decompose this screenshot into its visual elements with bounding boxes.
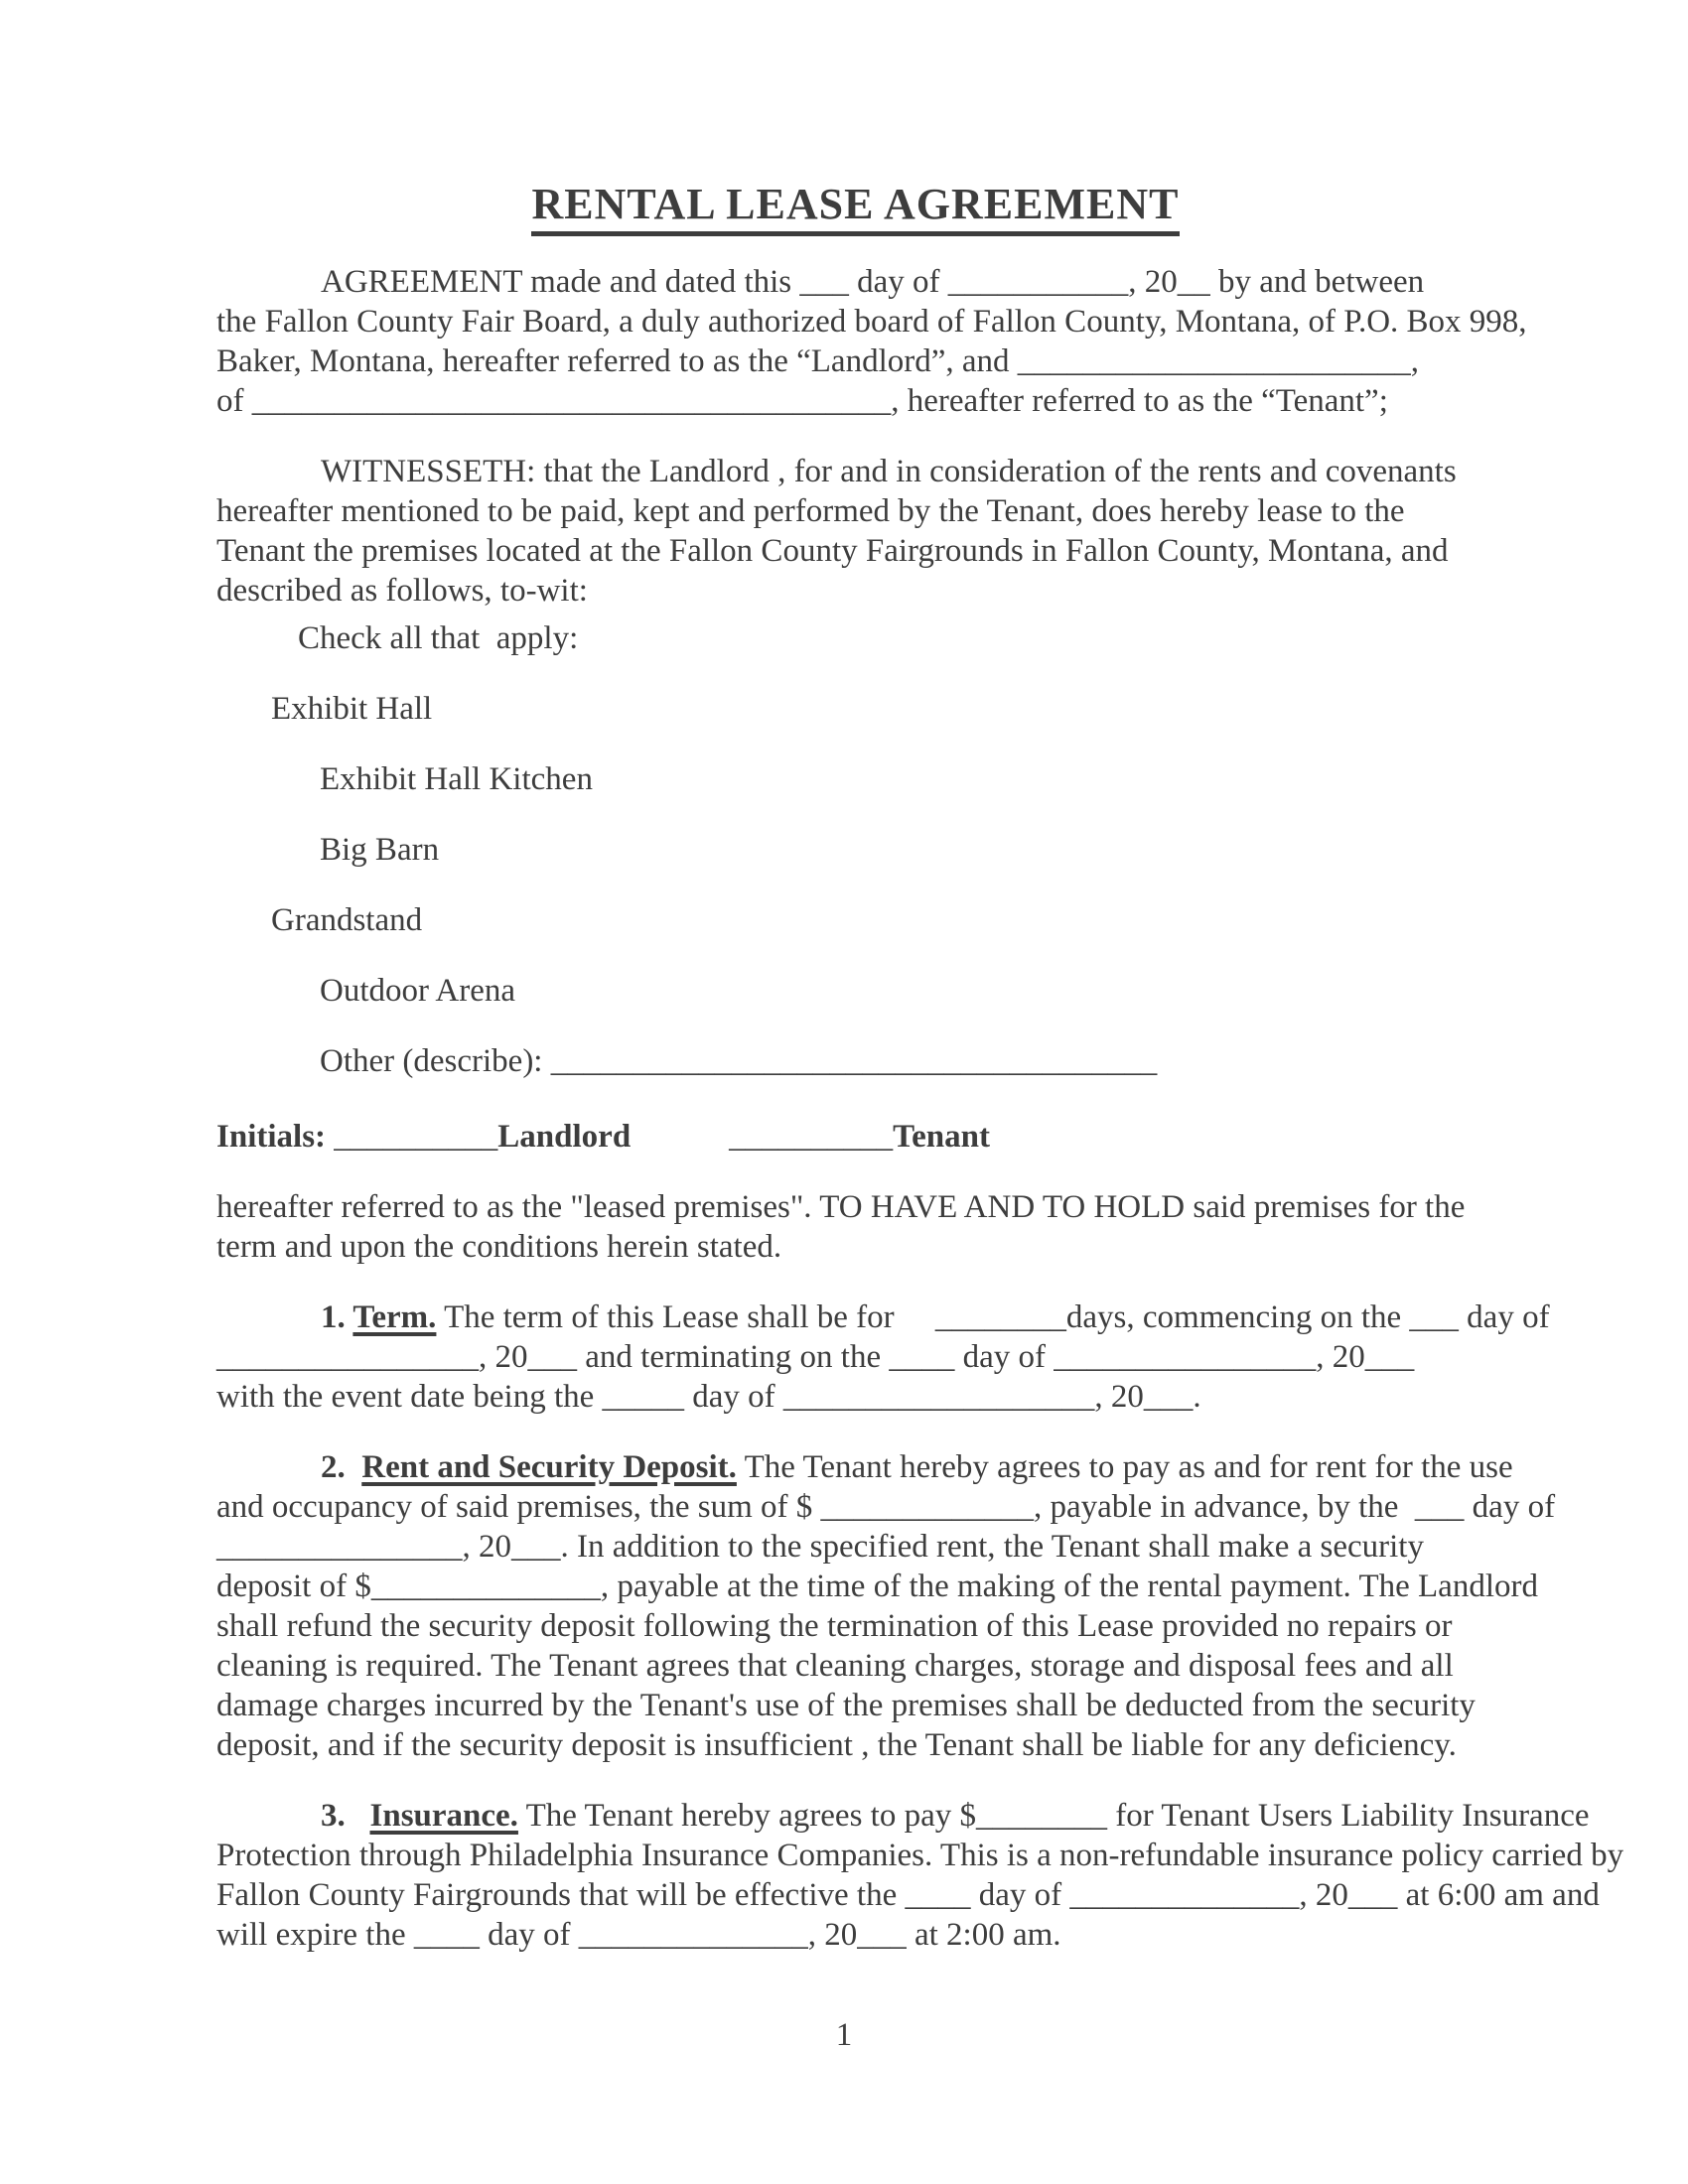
section-insurance-line-2: Protection through Philadelphia Insurance Companies. This is a non-refundable insurance policy carried by [216, 1838, 1624, 1873]
section-insurance-heading: Insurance. [369, 1798, 518, 1834]
section-rent-line-7: damage charges incurred by the Tenant's use of the premises shall be deducted from the security [216, 1688, 1476, 1723]
section-insurance-line-3: Fallon County Fairgrounds that will be effective the ____ day of ______________, 20___ at 6:00 am and [216, 1877, 1600, 1913]
initials-landlord-blank: __________ [326, 1119, 498, 1155]
intro-line-4: of _______________________________________, hereafter referred to as the “Tenant”; [216, 383, 1388, 419]
premises-checklist [216, 618, 1494, 1081]
section-term-line-3: with the event date being the _____ day of ___________________, 20___. [216, 1379, 1201, 1415]
checklist-item-other-blank: _____________________________________ [550, 1043, 1158, 1079]
section-rent-line-5: shall refund the security deposit following the termination of this Lease provided no repairs or [216, 1608, 1453, 1644]
document-title [216, 179, 1494, 230]
section-rent-line-8: deposit, and if the security deposit is insufficient , the Tenant shall be liable for any deficiency. [216, 1727, 1457, 1763]
document-title-text: RENTAL LEASE AGREEMENT [531, 180, 1179, 236]
initials-label: Initials: [216, 1119, 327, 1155]
initials-row [216, 1117, 1494, 1157]
section-rent-number: 2. [321, 1449, 362, 1485]
section-rent-heading: Rent and Security Deposit. [361, 1449, 737, 1485]
witnesseth-line-1: WITNESSETH: that the Landlord , for and in consideration of the rents and covenants [321, 454, 1457, 489]
witnesseth-paragraph [216, 452, 1494, 611]
intro-line-1: AGREEMENT made and dated this ___ day of ___________, 20__ by and between [321, 264, 1425, 300]
leased-line-1: hereafter referred to as the "leased premises". TO HAVE AND TO HOLD said premises for the [216, 1189, 1466, 1225]
section-term-heading-line [216, 1297, 1550, 1337]
section-insurance-number: 3. [321, 1798, 370, 1834]
checklist-item-big-barn: Big Barn [320, 832, 440, 868]
section-term-text: The term of this Lease shall be for ________days, commencing on the ___ day of [436, 1299, 1550, 1335]
section-rent-line-4: deposit of $______________, payable at the time of the making of the rental payment. The Landlord [216, 1569, 1538, 1604]
section-insurance [216, 1796, 1624, 1955]
section-rent-line-6: cleaning is required. The Tenant agrees that cleaning charges, storage and disposal fees and all [216, 1648, 1454, 1684]
witnesseth-line-3: Tenant the premises located at the Fallon County Fairgrounds in Fallon County, Montana, and [216, 533, 1449, 569]
initials-landlord-label: Landlord [497, 1119, 632, 1155]
section-insurance-line-4: will expire the ____ day of ______________, 20___ at 2:00 am. [216, 1917, 1061, 1953]
section-rent-deposit [216, 1447, 1556, 1765]
checklist-item-exhibit-hall-kitchen: Exhibit Hall Kitchen [320, 761, 593, 797]
witnesseth-line-4: described as follows, to-wit: [216, 573, 588, 609]
section-term [216, 1297, 1550, 1417]
intro-line-3: Baker, Montana, hereafter referred to as the “Landlord”, and ________________________, [216, 343, 1420, 379]
section-term-number: 1. [321, 1299, 353, 1335]
leased-line-2: term and upon the conditions herein stated. [216, 1229, 782, 1265]
section-rent-line-2: and occupancy of said premises, the sum of $ _____________, payable in advance, by the ___ day of [216, 1489, 1556, 1525]
section-rent-text: The Tenant hereby agrees to pay as and for rent for the use [736, 1449, 1513, 1485]
intro-line-2: the Fallon County Fair Board, a duly authorized board of Fallon County, Montana, of P.O. Box 998, [216, 304, 1527, 340]
checklist-prompt: Check all that apply: [298, 620, 579, 656]
page-number: 1 [835, 2017, 853, 2053]
witnesseth-line-2: hereafter mentioned to be paid, kept and performed by the Tenant, does hereby lease to the [216, 493, 1405, 529]
initials-spacer [631, 1119, 729, 1155]
checklist-item-other-label: Other (describe): [320, 1043, 551, 1079]
checklist-item-grandstand: Grandstand [271, 902, 423, 938]
section-insurance-heading-line [216, 1796, 1590, 1836]
section-term-line-2: ________________, 20___ and terminating on the ____ day of ________________, 20___ [216, 1339, 1415, 1375]
checklist-item-other [320, 1041, 1494, 1081]
initials-tenant-label: Tenant [893, 1119, 990, 1155]
section-insurance-text: The Tenant hereby agrees to pay $________ for Tenant Users Liability Insurance [517, 1798, 1590, 1834]
section-rent-heading-line [216, 1447, 1513, 1487]
section-rent-line-3: _______________, 20___. In addition to the specified rent, the Tenant shall make a security [216, 1529, 1424, 1565]
leased-premises-paragraph [216, 1187, 1494, 1267]
checklist-item-outdoor-arena: Outdoor Arena [320, 973, 516, 1009]
initials-tenant-blank: __________ [729, 1119, 894, 1155]
section-term-heading: Term. [352, 1299, 437, 1335]
checklist-item-exhibit-hall: Exhibit Hall [271, 691, 433, 727]
intro-paragraph [216, 262, 1527, 421]
